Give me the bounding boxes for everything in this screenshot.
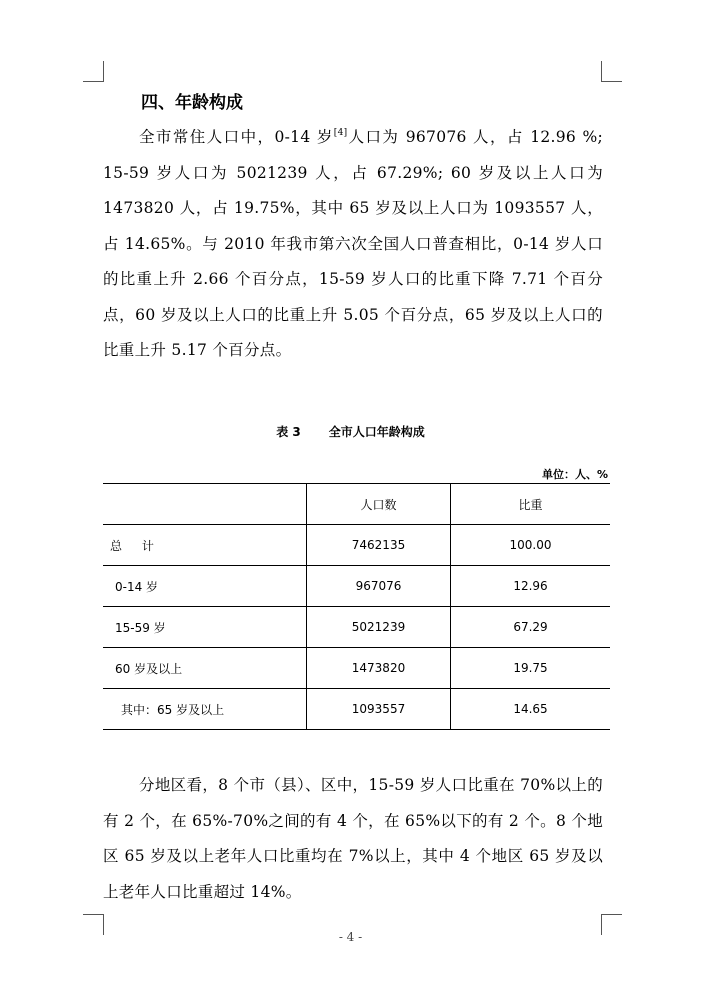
age-structure-table <box>103 483 610 730</box>
row-population: 7462135 <box>307 525 451 566</box>
table-row <box>103 648 610 689</box>
corner-mark-top-right <box>601 61 622 82</box>
table-row <box>103 566 610 607</box>
paragraph-1-text-start: 全市常住人口中，0-14 岁 <box>139 128 334 146</box>
table-unit: 单位：人、% <box>541 468 608 481</box>
header-population: 人口数 <box>307 484 451 525</box>
row-label: 15-59 岁 <box>103 607 307 648</box>
row-share: 14.65 <box>451 689 611 730</box>
section-heading: 四、年龄构成 <box>141 93 243 113</box>
paragraph-1-text-rest: 人口为 967076 人，占 12.96 %; 15-59 岁人口为 5021239 人，占 67.29%; 60 岁及以上人口为 1473820 人，占 19.75%，其中 65 岁及以上人口为 1093557 人，占 14.65%。与 2010 年我市第六次全国人口普查相比，0-14 岁人口的比重上升 2.66 个百分点，15-59 岁人口的比重下降 7.71 个百分点，60 岁及以上人口的比重上升 5.05 个百分点，65 岁及以上人口的比重上升 5.17 个百分点。 <box>103 128 603 359</box>
corner-mark-top-left <box>83 61 104 82</box>
row-population: 1473820 <box>307 648 451 689</box>
paragraph-age-structure <box>103 120 603 369</box>
paragraph-regional: 分地区看，8 个市（县）、区中，15-59 岁人口比重在 70%以上的有 2 个，在 65%-70%之间的有 4 个，在 65%以下的有 2 个。8 个地区 65 岁及以上老年人口比重均在 7%以上，其中 4 个地区 65 岁及以上老年人口比重超过 14%。 <box>103 776 603 901</box>
table-row <box>103 689 610 730</box>
table-row <box>103 525 610 566</box>
row-label: 总 计 <box>103 525 307 566</box>
row-label: 0-14 岁 <box>103 566 307 607</box>
table-header-row <box>103 484 610 525</box>
table-caption <box>0 423 701 440</box>
header-share: 比重 <box>451 484 611 525</box>
header-label <box>103 484 307 525</box>
row-share: 12.96 <box>451 566 611 607</box>
row-share: 100.00 <box>451 525 611 566</box>
row-share: 67.29 <box>451 607 611 648</box>
row-population: 1093557 <box>307 689 451 730</box>
table-caption-number: 表 3 <box>276 425 301 439</box>
footnote-marker[interactable]: [4] <box>333 128 348 138</box>
row-label: 60 岁及以上 <box>103 648 307 689</box>
row-label: 其中：65 岁及以上 <box>103 689 307 730</box>
row-population: 5021239 <box>307 607 451 648</box>
table-row <box>103 607 610 648</box>
table-caption-title: 全市人口年龄构成 <box>328 425 425 439</box>
row-share: 19.75 <box>451 648 611 689</box>
row-population: 967076 <box>307 566 451 607</box>
page-number: - 4 - <box>338 930 363 944</box>
